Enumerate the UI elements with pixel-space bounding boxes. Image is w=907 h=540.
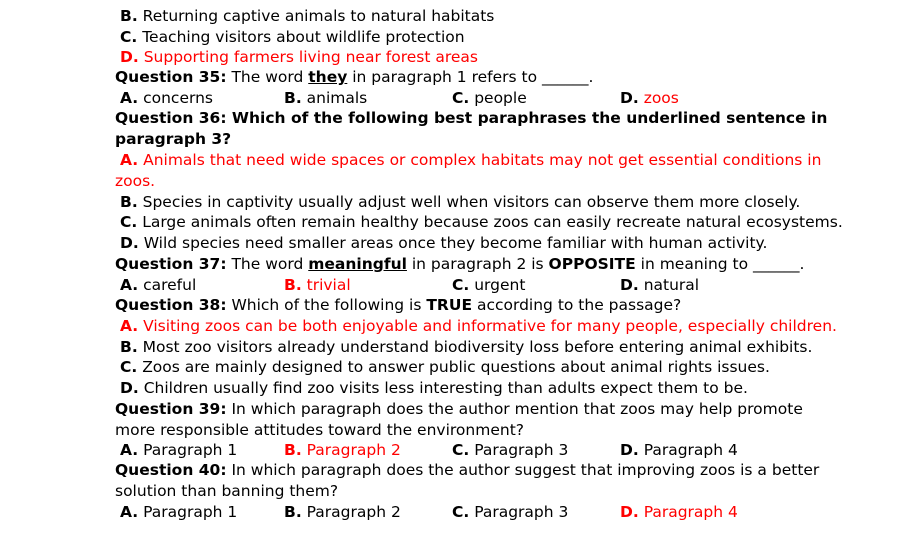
q37-stem: Question 37: The word meaningful in paragraph 2 is OPPOSITE in meaning to ______. (115, 255, 805, 273)
q38-stem: Question 38: Which of the following is TRUE according to the passage? (115, 296, 682, 314)
q35-option-d: D. zoos (620, 89, 679, 107)
q37-option-d: D. natural (620, 276, 700, 294)
q40-option-c: C. Paragraph 3 (452, 503, 569, 521)
q38-option-a-answer: A. Visiting zoos can be both enjoyable and informative for many people, especially children. (120, 317, 837, 335)
q36-option-b: B. Species in captivity usually adjust well when visitors can observe them more closely. (120, 193, 801, 211)
q34-option-b: B. Returning captive animals to natural habitats (120, 7, 495, 25)
q39-option-c: C. Paragraph 3 (452, 441, 569, 459)
q36-option-d: D. Wild species need smaller areas once they become familiar with human activity. (120, 234, 768, 252)
q35-option-a: A. concerns (120, 89, 213, 107)
q40-option-b: B. Paragraph 2 (284, 503, 401, 521)
q37-option-b-answer: B. trivial (284, 276, 351, 294)
q37-option-a: A. careful (120, 276, 197, 294)
q35-option-c: C. people (452, 89, 527, 107)
q39-stem-line1: Question 39: In which paragraph does the author mention that zoos may help promote (115, 400, 803, 418)
q36-stem-line1: Question 36: Which of the following best paraphrases the underlined sentence in (115, 109, 828, 127)
q34-option-d-answer: D. Supporting farmers living near forest areas (120, 48, 478, 66)
q38-option-d: D. Children usually find zoo visits less interesting than adults expect them to be. (120, 379, 748, 397)
q39-option-a: A. Paragraph 1 (120, 441, 238, 459)
q39-option-b-answer: B. Paragraph 2 (284, 441, 401, 459)
q40-stem-line2: solution than banning them? (115, 482, 339, 500)
q35-stem: Question 35: The word they in paragraph 1 refers to ______. (115, 68, 594, 86)
q37-option-c: C. urgent (452, 276, 526, 294)
q35-option-b: B. animals (284, 89, 368, 107)
q39-option-d: D. Paragraph 4 (620, 441, 738, 459)
q36-option-a-answer-cont: zoos. (115, 172, 156, 190)
q40-option-a: A. Paragraph 1 (120, 503, 238, 521)
q34-option-c: C. Teaching visitors about wildlife protection (120, 28, 465, 46)
q38-option-b: B. Most zoo visitors already understand biodiversity loss before entering animal exhibits. (120, 338, 813, 356)
q36-option-c: C. Large animals often remain healthy because zoos can easily recreate natural ecosystems. (120, 213, 843, 231)
q36-option-a-answer: A. Animals that need wide spaces or complex habitats may not get essential conditions in (120, 151, 822, 169)
q40-stem-line1: Question 40: In which paragraph does the author suggest that improving zoos is a better (115, 461, 820, 479)
q38-option-c: C. Zoos are mainly designed to answer public questions about animal rights issues. (120, 358, 770, 376)
q39-stem-line2: more responsible attitudes toward the environment? (115, 421, 525, 439)
q40-option-d-answer: D. Paragraph 4 (620, 503, 738, 521)
q36-stem-line2: paragraph 3? (115, 130, 232, 148)
